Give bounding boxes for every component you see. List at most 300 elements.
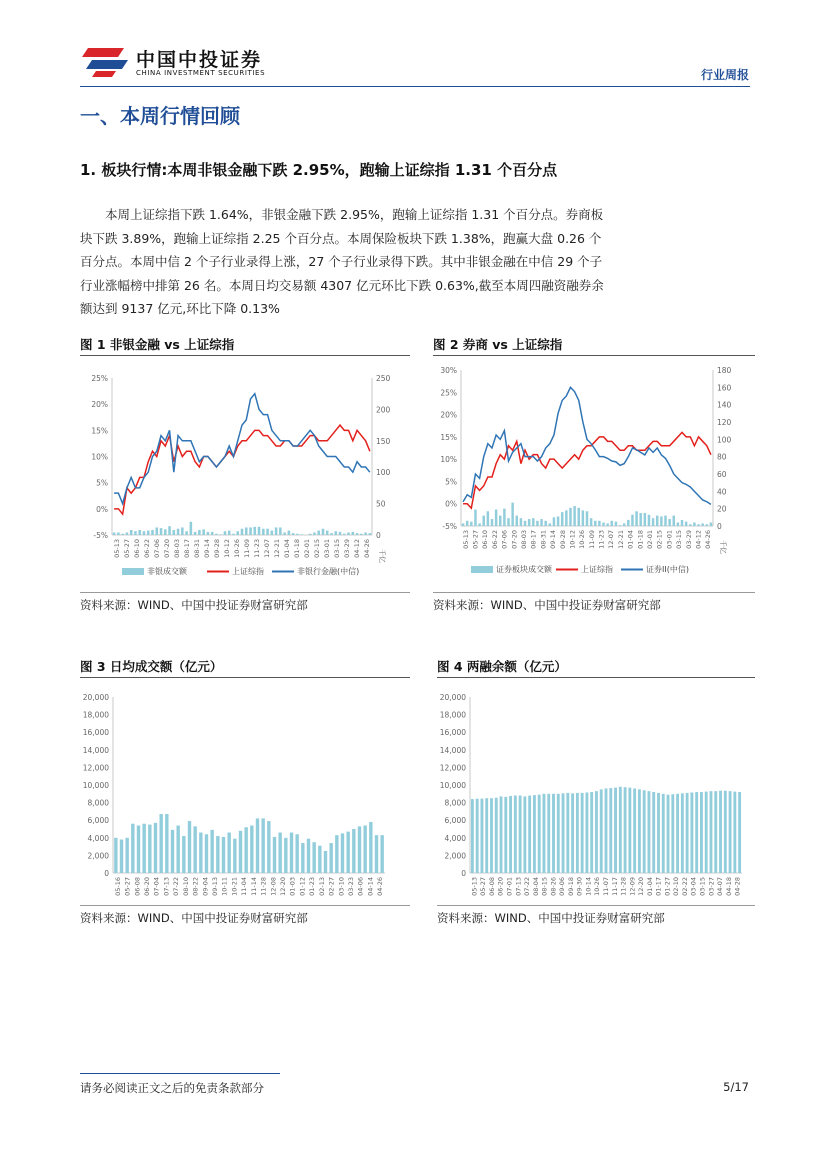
y-tick-label: 4,000 — [87, 833, 109, 843]
bar — [705, 792, 708, 873]
volume-bar — [598, 521, 600, 526]
volume-bar — [164, 529, 167, 535]
bar — [154, 823, 157, 873]
bar — [295, 834, 298, 873]
x-tick-label: 02-10 — [672, 877, 681, 896]
x-tick-label: 04-26 — [363, 539, 371, 558]
fig1-chart — [80, 360, 410, 588]
x-tick-label: 04-18 — [724, 877, 733, 896]
volume-bar — [524, 521, 526, 526]
x-tick-label: 02-15 — [655, 530, 664, 549]
section-title: 一、本周行情回顾 — [80, 104, 240, 128]
right-tick-label: 50 — [376, 499, 386, 509]
volume-bar — [470, 522, 472, 526]
fig4-bottom-rule — [437, 905, 755, 906]
y-tick-label: 0 — [461, 869, 466, 878]
legend-label: 上证综指 — [581, 565, 613, 574]
volume-bar — [347, 532, 350, 535]
volume-bar — [330, 533, 333, 535]
volume-bar — [701, 523, 703, 526]
x-tick-label: 11-14 — [249, 877, 258, 896]
volume-bar — [602, 523, 604, 526]
left-tick-label: 15% — [91, 426, 108, 436]
volume-bar — [507, 518, 509, 526]
volume-bar — [198, 530, 201, 535]
right-tick-label: 250 — [376, 374, 391, 383]
right-tick-label: 100 — [717, 435, 732, 445]
volume-bar — [236, 531, 239, 535]
legend-label: 证券板块成交额 — [496, 565, 552, 574]
bar — [614, 788, 617, 873]
volume-bar — [520, 518, 522, 526]
x-tick-label: 10-21 — [230, 877, 239, 896]
volume-bar — [553, 517, 555, 526]
y-tick-label: 12,000 — [439, 763, 466, 773]
volume-bar — [706, 524, 708, 526]
y-tick-label: 6,000 — [87, 816, 109, 826]
x-tick-label: 01-12 — [298, 877, 307, 896]
bar — [239, 831, 242, 873]
bar — [667, 795, 670, 873]
left-tick-label: 20% — [91, 400, 108, 410]
x-tick-label: 08-17 — [183, 539, 191, 558]
bar — [528, 796, 531, 873]
bar — [346, 832, 349, 873]
volume-bar — [254, 527, 257, 535]
y-tick-label: 8,000 — [444, 798, 466, 808]
x-tick-label: 01-27 — [663, 877, 672, 896]
x-tick-label: 11-28 — [259, 877, 268, 896]
volume-bar — [364, 532, 367, 535]
right-tick-label: 100 — [376, 468, 391, 478]
fig1-bottom-rule — [80, 592, 410, 593]
volume-bar — [138, 530, 141, 535]
x-tick-label: 02-22 — [680, 877, 689, 896]
x-tick-label: 04-14 — [366, 877, 375, 896]
x-tick-label: 04-06 — [356, 877, 365, 896]
volume-bar — [693, 523, 695, 526]
bar — [552, 794, 555, 873]
bar — [657, 793, 660, 873]
x-tick-label: 07-01 — [505, 877, 514, 896]
right-tick-label: 140 — [717, 400, 732, 410]
bar — [609, 788, 612, 873]
x-tick-label: 08-03 — [520, 530, 528, 549]
bar — [514, 796, 517, 873]
volume-bar — [288, 531, 291, 535]
x-tick-label: 11-28 — [619, 877, 628, 896]
bar — [710, 791, 713, 873]
volume-bar — [644, 513, 646, 526]
volume-bar — [664, 516, 666, 526]
right-tick-label: 0 — [376, 531, 381, 540]
bar — [210, 830, 213, 873]
volume-bar — [615, 522, 617, 526]
volume-bar — [656, 516, 658, 526]
bar — [695, 792, 698, 873]
bar — [307, 839, 310, 873]
x-tick-label: 02-27 — [327, 877, 336, 896]
x-tick-label: 03-29 — [343, 539, 351, 558]
right-tick-label: 120 — [717, 418, 732, 427]
left-tick-label: -5% — [442, 522, 457, 531]
volume-bar — [635, 511, 637, 526]
volume-bar — [495, 510, 497, 526]
x-tick-label: 11-23 — [253, 539, 261, 558]
legend-swatch-bar — [471, 566, 493, 573]
volume-bar — [532, 518, 534, 526]
y-tick-label: 14,000 — [439, 745, 466, 755]
legend-swatch-bar — [122, 568, 144, 575]
y-tick-label: 16,000 — [82, 728, 109, 738]
volume-bar — [292, 533, 295, 535]
x-tick-label: 01-03 — [288, 877, 297, 896]
x-tick-label: 08-15 — [540, 877, 549, 896]
volume-bar — [215, 534, 218, 535]
bar — [490, 798, 493, 873]
x-tick-label: 02-15 — [313, 539, 321, 558]
bar — [125, 838, 128, 873]
y-tick-label: 18,000 — [82, 710, 109, 720]
volume-bar — [639, 513, 641, 526]
right-tick-label: 20 — [717, 504, 727, 514]
bar — [628, 788, 631, 873]
x-tick-label: 09-28 — [558, 530, 567, 549]
volume-bar — [673, 516, 675, 526]
x-tick-label: 01-17 — [654, 877, 663, 896]
bar — [244, 827, 247, 873]
left-tick-label: 0% — [445, 499, 457, 509]
volume-bar — [369, 533, 372, 535]
bar — [652, 792, 655, 873]
x-tick-label: 08-03 — [173, 539, 181, 558]
volume-bar — [224, 531, 227, 535]
x-tick-label: 01-04 — [626, 530, 635, 549]
x-tick-label: 01-18 — [293, 539, 301, 558]
x-tick-label: 12-09 — [628, 877, 637, 896]
y-tick-label: 2,000 — [87, 851, 109, 861]
volume-bar — [660, 516, 662, 526]
volume-bar — [155, 527, 158, 535]
volume-bar — [134, 531, 137, 535]
left-tick-label: 25% — [91, 374, 108, 383]
x-tick-label: 05-16 — [113, 877, 122, 896]
fig3-top-rule — [80, 677, 410, 678]
x-tick-label: 02-01 — [646, 530, 654, 549]
bar — [199, 833, 202, 873]
x-tick-label: 09-13 — [211, 877, 219, 896]
bar — [566, 793, 569, 873]
bar — [352, 829, 355, 873]
bar — [476, 799, 479, 873]
fig2-top-rule — [433, 355, 755, 356]
right-tick-label: 60 — [717, 470, 727, 479]
bar — [700, 792, 703, 873]
x-tick-label: 05-27 — [479, 877, 488, 896]
summary-paragraph — [80, 203, 604, 321]
bar — [380, 835, 383, 873]
fig4-source: 资料来源：WIND、中国中投证券财富研究部 — [437, 911, 665, 925]
bar — [719, 791, 722, 873]
volume-bar — [557, 516, 559, 526]
left-tick-label: 0% — [96, 504, 108, 514]
right-tick-label: 0 — [717, 522, 722, 531]
y-tick-label: 20,000 — [82, 693, 109, 702]
volume-bar — [151, 530, 154, 535]
x-tick-label: 08-26 — [549, 877, 558, 896]
right-tick-label: 80 — [717, 452, 727, 462]
x-tick-label: 07-22 — [523, 877, 532, 896]
volume-bar — [631, 515, 633, 526]
volume-bar — [356, 533, 359, 535]
y-tick-label: 18,000 — [439, 710, 466, 720]
bar — [500, 796, 503, 873]
x-tick-label: 04-12 — [694, 530, 703, 549]
x-tick-label: 06-20 — [143, 877, 151, 896]
bar — [335, 835, 338, 873]
volume-bar — [569, 508, 571, 526]
x-tick-label: 03-27 — [707, 877, 716, 896]
x-tick-label: 09-28 — [213, 539, 221, 558]
volume-bar — [499, 516, 501, 526]
bar — [358, 826, 361, 873]
bar — [312, 842, 315, 873]
fig1-title: 图 1 非银金融 vs 上证综指 — [80, 337, 235, 352]
x-tick-label: 09-04 — [201, 877, 210, 896]
volume-bar — [561, 512, 563, 526]
volume-bar — [648, 515, 650, 526]
footer-disclaimer: 请务必阅读正文之后的免责条款部分 — [80, 1081, 264, 1095]
volume-bar — [249, 527, 252, 535]
bar — [471, 799, 474, 873]
volume-bar — [326, 531, 329, 535]
index-line — [463, 432, 711, 508]
fig4-title: 图 4 两融余额（亿元） — [437, 659, 567, 674]
right-axis-unit: 千亿 — [378, 549, 386, 563]
fig3-chart — [80, 682, 410, 902]
volume-bar — [117, 532, 120, 535]
volume-bar — [232, 534, 235, 535]
bar — [676, 794, 679, 873]
bar — [120, 840, 123, 873]
x-tick-label: 06-10 — [133, 539, 141, 558]
bar — [671, 794, 674, 873]
bar — [341, 833, 344, 873]
fig2-title: 图 2 券商 vs 上证综指 — [433, 337, 563, 352]
bar — [595, 791, 598, 873]
volume-bar — [623, 523, 625, 526]
bar — [250, 825, 253, 873]
x-tick-label: 12-20 — [637, 877, 646, 896]
volume-bar — [360, 534, 363, 535]
bar — [547, 794, 550, 873]
bar — [600, 789, 603, 873]
x-tick-label: 03-15 — [675, 530, 684, 549]
x-tick-label: 04-26 — [376, 877, 385, 896]
left-tick-label: 15% — [440, 432, 457, 442]
x-tick-label: 11-07 — [602, 877, 610, 896]
x-tick-label: 04-12 — [353, 539, 361, 558]
volume-bar — [577, 508, 579, 526]
fig2-source: 资料来源：WIND、中国中投证券财富研究部 — [433, 598, 661, 612]
volume-bar — [245, 527, 248, 535]
bar — [290, 833, 293, 873]
volume-bar — [262, 529, 265, 535]
x-tick-label: 04-26 — [704, 530, 713, 549]
report-type-tag: 行业周报 — [700, 68, 749, 82]
bar — [369, 822, 372, 873]
bar — [480, 799, 483, 873]
volume-bar — [271, 531, 274, 535]
volume-bar — [611, 521, 613, 526]
volume-bar — [685, 522, 687, 526]
volume-bar — [185, 531, 188, 535]
y-tick-label: 14,000 — [82, 745, 109, 755]
volume-bar — [334, 531, 337, 535]
bar — [176, 825, 179, 873]
bar — [148, 825, 151, 873]
volume-bar — [147, 531, 150, 535]
x-tick-label: 11-04 — [240, 877, 249, 896]
x-tick-label: 10-26 — [593, 877, 602, 896]
legend-label: 非银成交额 — [147, 567, 187, 576]
bar — [256, 818, 259, 873]
x-tick-label: 01-23 — [308, 877, 317, 896]
bar — [643, 790, 646, 873]
volume-bar — [121, 534, 124, 535]
bar — [519, 796, 522, 873]
x-tick-label: 03-04 — [689, 877, 698, 896]
bar — [729, 791, 732, 873]
x-tick-label: 10-12 — [568, 530, 577, 549]
index-line — [114, 425, 370, 514]
volume-bar — [300, 534, 303, 535]
page-number: 5/17 — [723, 1080, 749, 1094]
x-tick-label: 05-13 — [113, 539, 121, 558]
x-tick-label: 03-10 — [337, 877, 346, 896]
volume-bar — [126, 532, 129, 535]
y-tick-label: 10,000 — [82, 781, 109, 790]
bar — [165, 814, 168, 873]
bar — [504, 797, 507, 873]
volume-bar — [511, 503, 513, 526]
x-tick-label: 04-28 — [733, 877, 742, 896]
bar — [205, 834, 208, 873]
bar — [738, 792, 741, 873]
x-tick-label: 08-04 — [531, 877, 540, 896]
volume-bar — [143, 531, 146, 535]
bar — [638, 789, 641, 873]
volume-bar — [241, 529, 244, 535]
volume-bar — [668, 519, 670, 526]
x-tick-label: 01-04 — [283, 539, 291, 558]
y-tick-label: 0 — [104, 869, 109, 878]
left-tick-label: 10% — [91, 452, 108, 462]
volume-bar — [474, 510, 476, 526]
bar — [733, 792, 736, 873]
y-tick-label: 10,000 — [439, 781, 466, 790]
volume-bar — [279, 527, 282, 535]
x-tick-label: 12-07 — [607, 530, 616, 549]
bar — [329, 843, 332, 873]
left-tick-label: 30% — [440, 366, 457, 375]
volume-bar — [202, 529, 205, 535]
x-tick-label: 05-13 — [461, 530, 470, 549]
bar — [523, 796, 526, 873]
volume-bar — [528, 519, 530, 526]
y-tick-label: 2,000 — [444, 851, 466, 861]
volume-bar — [677, 523, 679, 526]
x-tick-label: 05-27 — [123, 877, 132, 896]
fig1-source: 资料来源：WIND、中国中投证券财富研究部 — [80, 598, 308, 612]
bar — [533, 795, 536, 873]
x-tick-label: 01-04 — [645, 877, 654, 896]
x-tick-label: 12-21 — [616, 530, 625, 549]
y-tick-label: 4,000 — [444, 833, 466, 843]
bar — [585, 792, 588, 873]
volume-bar — [594, 521, 596, 526]
right-tick-label: 200 — [376, 405, 391, 415]
volume-bar — [352, 532, 355, 535]
x-tick-label: 02-01 — [303, 539, 311, 558]
bar — [301, 843, 304, 873]
left-tick-label: 20% — [440, 410, 457, 420]
bar — [278, 833, 281, 873]
bar — [273, 837, 276, 873]
x-tick-label: 07-04 — [152, 877, 161, 896]
volume-bar — [565, 510, 567, 526]
bar — [724, 791, 727, 873]
bar — [714, 791, 717, 873]
x-tick-label: 11-09 — [587, 530, 596, 549]
x-tick-label: 03-23 — [347, 877, 355, 896]
left-tick-label: 25% — [440, 388, 457, 398]
x-tick-label: 07-20 — [510, 530, 519, 549]
legend-label: 证券II(中信) — [646, 565, 689, 574]
bar — [509, 796, 512, 873]
x-tick-label: 09-14 — [203, 539, 211, 558]
bar — [137, 825, 140, 873]
x-tick-label: 07-13 — [162, 877, 171, 896]
x-tick-label: 06-08 — [487, 877, 496, 896]
y-tick-label: 20,000 — [439, 693, 466, 702]
right-tick-label: 180 — [717, 366, 732, 375]
fig2-chart — [433, 360, 755, 588]
volume-bar — [343, 534, 346, 535]
bar — [233, 839, 236, 873]
brand-name-en: CHINA INVESTMENT SECURITIES — [136, 69, 266, 77]
y-tick-label: 12,000 — [82, 763, 109, 773]
bar — [538, 795, 541, 873]
volume-bar — [491, 519, 493, 526]
volume-bar — [266, 529, 269, 535]
bar — [159, 814, 162, 873]
x-tick-label: 08-10 — [181, 877, 190, 896]
legend-label: 非银行金融(中信) — [297, 567, 360, 576]
subsection-title: 1. 板块行情:本周非银金融下跌 2.95%，跑输上证综指 1.31 个百分点 — [80, 161, 558, 179]
x-tick-label: 10-12 — [223, 539, 231, 558]
x-tick-label: 09-18 — [566, 877, 575, 896]
bar — [318, 846, 321, 873]
bar — [543, 794, 546, 873]
volume-bar — [549, 523, 551, 526]
x-tick-label: 06-10 — [481, 530, 490, 549]
right-axis-unit: 千亿 — [719, 540, 727, 554]
volume-bar — [313, 532, 316, 535]
bar — [182, 836, 185, 873]
x-tick-label: 05-27 — [471, 530, 480, 549]
footer-divider — [80, 1073, 280, 1074]
